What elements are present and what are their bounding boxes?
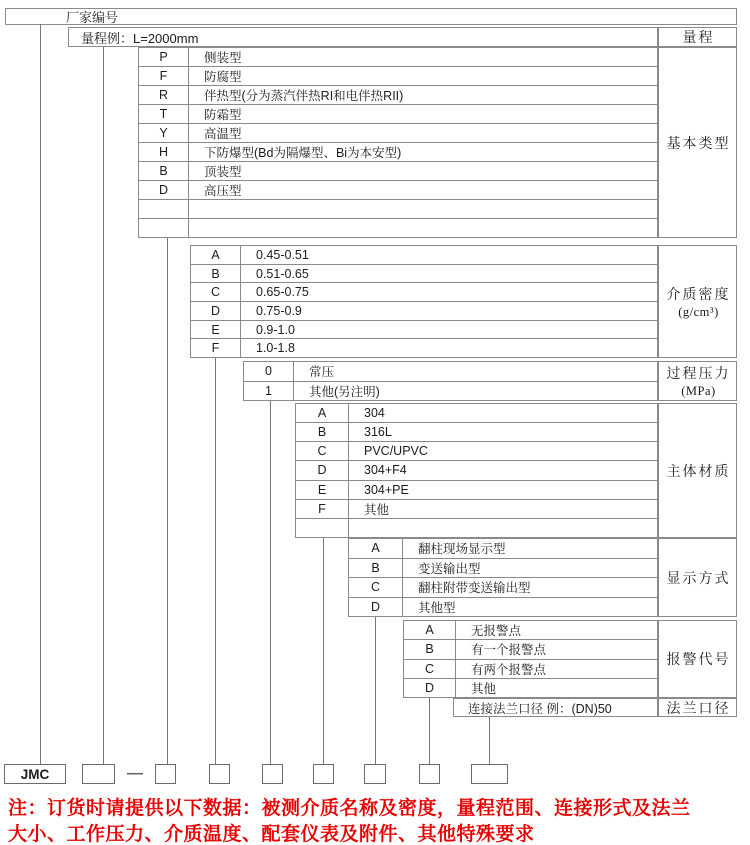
code-cell: Y [139, 124, 189, 142]
table-row [191, 246, 657, 264]
code-cell: D [139, 181, 189, 199]
flange-text: 连接法兰口径 例：(DN)50 [468, 701, 612, 716]
desc-cell: 0.51-0.65 [256, 266, 309, 281]
desc-cell: 304+F4 [364, 463, 407, 478]
section-label-density: 介质密度 (g/cm³) [658, 245, 737, 358]
code-cell: C [349, 578, 403, 597]
code-box-flange [471, 764, 508, 784]
desc-cell: 其他型 [418, 600, 456, 615]
density-unit: (g/cm³) [678, 304, 719, 319]
code-cell: F [139, 67, 189, 85]
table-row [139, 104, 657, 123]
desc-cell: 高压型 [204, 184, 242, 198]
desc-cell: 伴热型(分为蒸汽伴热RI和电伴热RII) [204, 89, 404, 103]
desc-cell: 翻柱现场显示型 [418, 542, 506, 557]
desc-cell: 有一个报警点 [471, 643, 547, 658]
code-cell: A [404, 621, 456, 639]
table-row [404, 678, 657, 697]
code-cell: F [191, 339, 241, 357]
desc-cell: 0.75-0.9 [256, 303, 302, 318]
code-cell: E [296, 481, 349, 499]
desc-cell: 变送输出型 [418, 561, 481, 576]
code-cell: C [404, 660, 456, 678]
code-cell: D [191, 302, 241, 320]
material-table [295, 403, 658, 538]
code-cell: R [139, 86, 189, 104]
table-row [191, 338, 657, 357]
code-cell: E [191, 321, 241, 339]
code-box-pressure [262, 764, 283, 784]
desc-cell: 0.65-0.75 [256, 285, 309, 300]
desc-cell: 顶装型 [204, 165, 242, 179]
connector-line-manufacturer [40, 24, 41, 764]
range-example-text: 量程例：L=2000mm [81, 30, 199, 46]
desc-cell: 316L [364, 425, 392, 440]
desc-cell: 有两个报警点 [471, 662, 547, 677]
table-row-empty [139, 199, 657, 218]
model-prefix-box: JMC [4, 764, 66, 784]
desc-cell: 1.0-1.8 [256, 341, 295, 356]
connector-line-density [215, 358, 216, 764]
desc-cell: 常压 [309, 365, 335, 380]
desc-cell: 翻柱附带变送输出型 [418, 581, 531, 596]
code-cell: F [296, 500, 349, 518]
desc-cell: 下防爆型(Bd为隔爆型、Bi为本安型) [204, 146, 402, 160]
desc-cell: 其他(另注明) [309, 384, 380, 399]
code-cell [139, 219, 189, 237]
table-row [139, 161, 657, 180]
table-row [404, 659, 657, 678]
code-cell: A [349, 539, 403, 558]
code-cell: B [404, 640, 456, 658]
table-row [296, 499, 657, 518]
table-row [139, 180, 657, 199]
code-cell: T [139, 105, 189, 123]
connector-line-flange [489, 717, 490, 764]
desc-cell [349, 519, 657, 537]
table-row [191, 282, 657, 301]
code-box-alarm [419, 764, 440, 784]
section-label-pressure: 过程压力 (MPa) [658, 361, 737, 401]
section-label-flange: 法兰口径 [658, 698, 737, 717]
section-label-material: 主体材质 [658, 403, 737, 538]
desc-cell: 防霜型 [204, 108, 242, 122]
table-row [139, 123, 657, 142]
section-label-basic-type: 基本类型 [658, 47, 737, 238]
density-table [190, 245, 658, 358]
code-cell: D [349, 598, 403, 617]
order-note-line1: 注：订货时请提供以下数据：被测介质名称及密度，量程范围、连接形式及法兰 [8, 798, 691, 819]
table-row [349, 539, 657, 558]
code-box-material [313, 764, 334, 784]
section-label-alarm: 报警代号 [658, 620, 737, 698]
table-row [404, 639, 657, 658]
code-cell: 0 [244, 362, 294, 381]
desc-cell: 304 [364, 406, 385, 421]
code-cell: C [191, 283, 241, 301]
table-row [349, 577, 657, 597]
table-row [139, 85, 657, 104]
manufacturer-code-label: 厂家编号 [66, 10, 119, 25]
code-cell: B [139, 162, 189, 180]
desc-cell: 0.9-1.0 [256, 322, 295, 337]
code-cell: H [139, 143, 189, 161]
code-box-density [209, 764, 230, 784]
desc-cell: PVC/UPVC [364, 444, 428, 459]
section-label-display: 显示方式 [658, 538, 737, 617]
flange-row [453, 698, 658, 717]
connector-line-display [375, 617, 376, 764]
desc-cell: 侧装型 [204, 51, 242, 65]
desc-cell [189, 219, 657, 237]
code-box-display [364, 764, 386, 784]
code-cell: 1 [244, 382, 294, 401]
desc-cell [189, 200, 657, 218]
desc-cell: 高温型 [204, 127, 242, 141]
table-row [139, 66, 657, 85]
code-cell: C [296, 442, 349, 460]
pressure-table [243, 361, 658, 401]
code-cell: A [191, 246, 241, 264]
table-row [404, 621, 657, 639]
connector-line-basic-type [167, 238, 168, 764]
table-row [296, 441, 657, 460]
range-example-row [68, 27, 658, 47]
code-cell [296, 519, 349, 537]
manufacturer-code-box [5, 8, 737, 25]
connector-line-pressure [270, 401, 271, 764]
code-cell: A [296, 404, 349, 422]
desc-cell: 其他 [471, 681, 497, 696]
table-row-empty [139, 218, 657, 237]
code-cell [139, 200, 189, 218]
table-row [296, 460, 657, 479]
table-row [191, 320, 657, 339]
code-box-range [82, 764, 115, 784]
table-row [139, 142, 657, 161]
connector-line-material [323, 538, 324, 764]
desc-cell: 防腐型 [204, 70, 242, 84]
table-row [349, 558, 657, 578]
connector-line-alarm [429, 698, 430, 764]
code-cell: B [191, 265, 241, 283]
order-note-line2: 大小、工作压力、介质温度、配套仪表及附件、其他特殊要求 [8, 824, 535, 845]
alarm-table [403, 620, 658, 698]
table-row [191, 264, 657, 283]
desc-cell: 304+PE [364, 482, 409, 497]
table-row [296, 404, 657, 422]
connector-line-range [103, 47, 104, 764]
table-row [191, 301, 657, 320]
section-label-range: 量程 [658, 27, 737, 47]
code-cell: D [404, 679, 456, 697]
table-row [139, 48, 657, 66]
code-cell: D [296, 461, 349, 479]
table-row-empty [296, 518, 657, 537]
table-row [244, 362, 657, 381]
code-box-basic-type [155, 764, 176, 784]
desc-cell: 0.45-0.51 [256, 247, 309, 262]
dash-separator: — [127, 765, 143, 782]
table-row [296, 422, 657, 441]
code-cell: P [139, 48, 189, 66]
basic-type-table [138, 47, 658, 238]
table-row [244, 381, 657, 401]
pressure-unit: (MPa) [681, 384, 716, 398]
display-table [348, 538, 658, 617]
desc-cell: 无报警点 [471, 624, 522, 639]
desc-cell: 其他 [364, 502, 390, 517]
table-row [349, 597, 657, 617]
table-row [296, 480, 657, 499]
code-cell: B [296, 423, 349, 441]
code-cell: B [349, 559, 403, 578]
